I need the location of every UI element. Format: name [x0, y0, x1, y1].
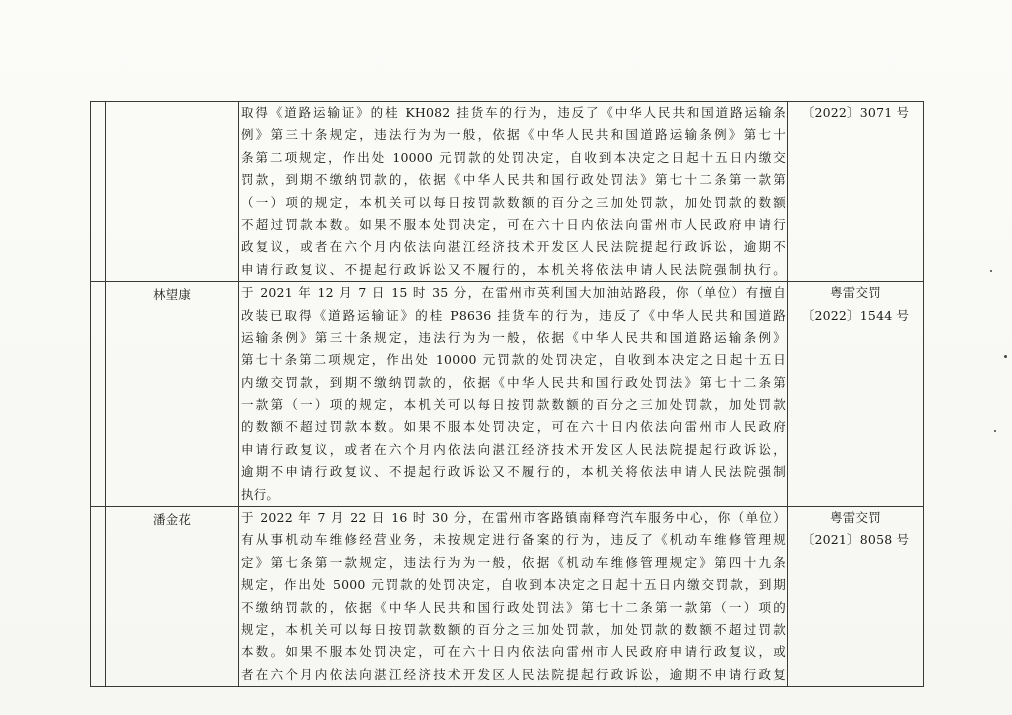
index-cell: [91, 282, 106, 507]
decision-number-cell: [788, 282, 924, 507]
content-line: 内缴交罚款，到期不缴纳罚款的，依据《中华人民共和国行政处罚法》第七十二条第: [241, 374, 786, 390]
name-cell: [106, 507, 239, 687]
content-line: 者在六个月内依法向湛江经济技术开发区人民法院提起行政诉讼，逾期不申请行政复: [241, 666, 786, 682]
content-line: 不缴纳罚款的，依据《中华人民共和国行政处罚法》第七十二条第一款第（一）项的: [241, 599, 786, 615]
content-line: 的数额不超过罚款本数。如果不服本处罚决定，可在六十日内依法向雷州市人民政府: [241, 419, 786, 435]
decision-number: 〔2022〕1544 号: [801, 307, 910, 323]
violation-content-cell: [239, 507, 788, 687]
content-line: 定》第七条第一款规定，违法行为为一般，依据《机动车维修管理规定》第四十九条: [241, 554, 786, 570]
table-row: [91, 507, 924, 687]
decision-prefix: 粤雷交罚: [830, 510, 881, 526]
content-line: 一款第（一）项的规定，本机关可以每日按罚款数额的百分之三加处罚款，加处罚款: [241, 397, 786, 413]
content-line: 逾期不申请行政复议、不提起行政诉讼又不履行的，本机关将依法申请人民法院强制: [241, 464, 786, 480]
content-line: 运输条例》第三十条规定，违法行为为一般，依据《中华人民共和国道路运输条例》: [241, 329, 786, 345]
content-line: 有从事机动车维修经营业务，未按规定进行备案的行为，违反了《机动车维修管理规: [241, 532, 786, 548]
content-line: 规定，作出处 5000 元罚款的处罚决定，自收到本决定之日起十五日内缴交罚款，到期: [241, 577, 786, 593]
index-cell: [91, 102, 106, 282]
content-line: 第七十条第二项规定，作出处 10000 元罚款的处罚决定，自收到本决定之日起十五日: [241, 352, 786, 368]
content-line: 本数。如果不服本处罚决定，可在六十日内依法向雷州市人民政府申请行政复议，或: [241, 644, 786, 660]
content-line: 政复议，或者在六个月内依法向湛江经济技术开发区人民法院提起行政诉讼，逾期不: [241, 239, 786, 255]
scan-speck: [990, 270, 992, 272]
scan-speck: [994, 430, 996, 432]
decision-prefix: 粤雷交罚: [830, 285, 881, 301]
party-name: [106, 102, 238, 104]
content-line: 取得《道路运输证》的桂 KH082 挂货车的行为，违反了《中华人民共和国道路运输条: [241, 105, 786, 120]
violation-content-cell: [239, 282, 788, 507]
content-line: 规定，本机关可以每日按罚款数额的百分之三加处罚款，加处罚款的数额不超过罚款: [241, 621, 786, 637]
index-cell: [91, 507, 106, 687]
content-line: 例》第三十条规定，违法行为为一般，依据《中华人民共和国道路运输条例》第七十: [241, 127, 786, 143]
content-line: （一）项的规定，本机关可以每日按罚款数额的百分之三加处罚款，加处罚款的数额: [241, 194, 786, 210]
decision-number-cell: [788, 102, 924, 282]
table-row: [91, 102, 924, 282]
content-line: 条第二项规定，作出处 10000 元罚款的处罚决定，自收到本决定之日起十五日内缴交: [241, 149, 786, 165]
party-name: 林望康: [152, 287, 192, 303]
content-line: 申请行政复议、不提起行政诉讼又不履行的，本机关将依法申请人民法院强制执行。: [241, 261, 786, 277]
scan-speck: [1004, 355, 1007, 358]
party-name: 潘金花: [152, 512, 192, 528]
violation-content-cell: [239, 102, 788, 282]
content-line: 罚款，到期不缴纳罚款的，依据《中华人民共和国行政处罚法》第七十二条第一款第: [241, 172, 786, 188]
decision-number: 〔2022〕3071 号: [801, 105, 910, 120]
name-cell: [106, 282, 239, 507]
name-cell: [106, 102, 239, 282]
content-line: 不超过罚款本数。如果不服本处罚决定，可在六十日内依法向雷州市人民政府申请行: [241, 216, 786, 232]
decision-number-cell: [788, 507, 924, 687]
content-line: 执行。: [241, 486, 280, 502]
table-row: [91, 282, 924, 507]
content-line: 申请行政复议，或者在六个月内依法向湛江经济技术开发区人民法院提起行政诉讼，: [241, 441, 786, 457]
content-line: 于 2021 年 12 月 7 日 15 时 35 分，在雷州市英利国大加油站路段，你（单位）有擅自: [241, 285, 786, 301]
penalty-table: [90, 101, 924, 687]
decision-number: 〔2021〕8058 号: [801, 532, 910, 548]
content-line: 于 2022 年 7 月 22 日 16 时 30 分，在雷州市客路镇南释弯汽车服务中心，你（单位）: [241, 510, 786, 526]
content-line: 改装已取得《道路运输证》的桂 P8636 挂货车的行为，违反了《中华人民共和国道路: [241, 307, 786, 323]
